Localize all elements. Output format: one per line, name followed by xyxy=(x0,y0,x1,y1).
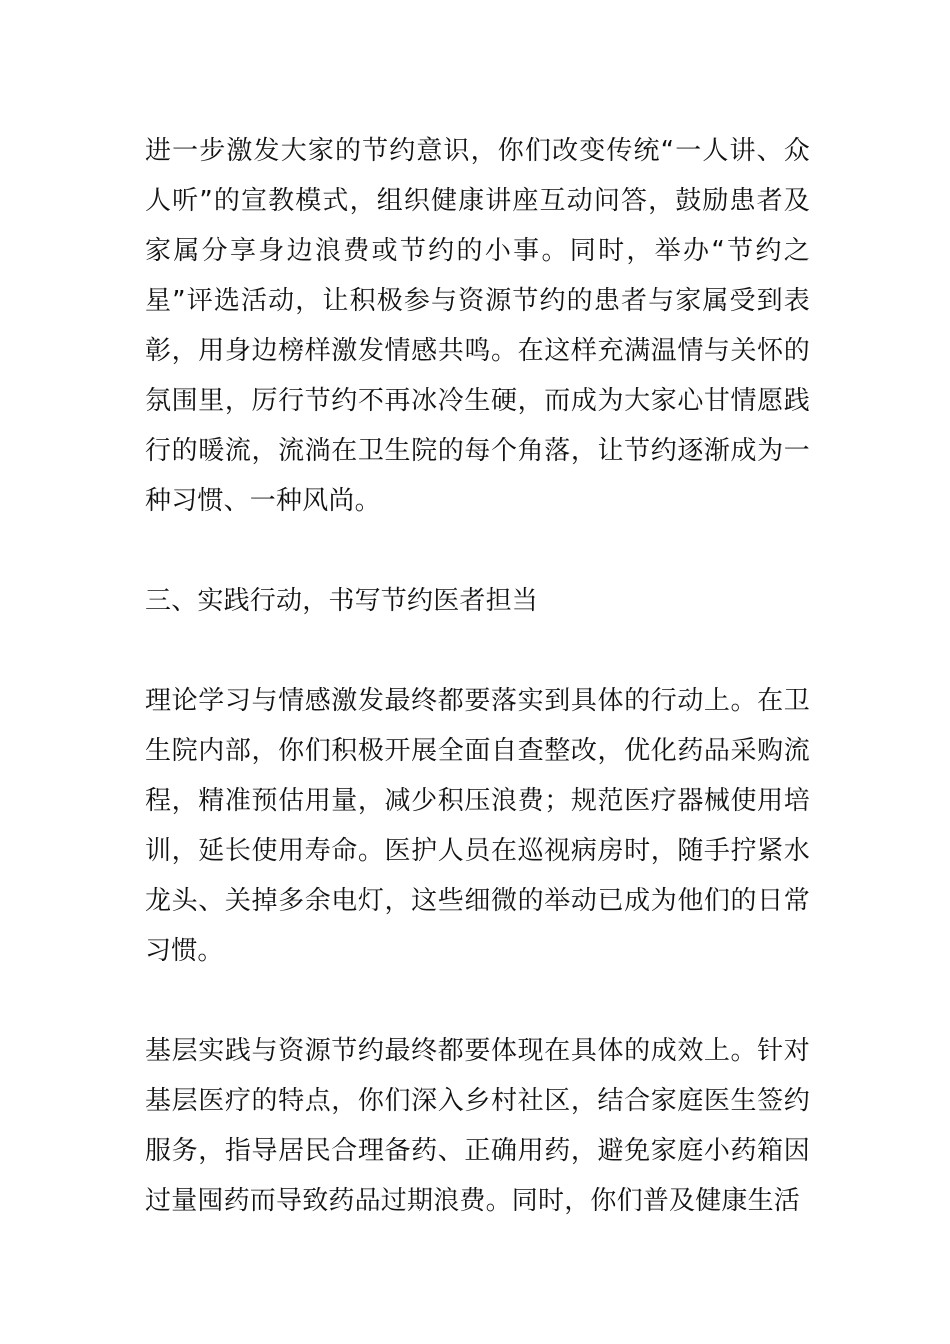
paragraph-grassroots-practice: 基层实践与资源节约最终都要体现在具体的成效上。针对基层医疗的特点，你们深入乡村社区，结合家庭医生签约服务，指导居民合理备药、正确用药，避免家庭小药箱因过量囤药而导致药品过期浪费。同时，你们普及健康生活 xyxy=(145,1036,810,1216)
paragraph-internal-actions: 理论学习与情感激发最终都要落实到具体的行动上。在卫生院内部，你们积极开展全面自查整改，优化药品采购流程，精准预估用量，减少积压浪费；规范医疗器械使用培训，延长使用寿命。医护人员在巡视病房时，随手拧紧水龙头、关掉多余电灯，这些细微的举动已成为他们的日常习惯。 xyxy=(145,686,810,966)
paragraph-spacer xyxy=(145,526,810,576)
section-heading-practice-action: 三、实践行动，书写节约医者担当 xyxy=(145,586,539,616)
document-body xyxy=(145,126,810,1226)
paragraph-spacer xyxy=(145,626,810,676)
paragraph-spacer xyxy=(145,976,810,1026)
paragraph-frugality-awareness: 进一步激发大家的节约意识，你们改变传统“一人讲、众人听”的宣教模式，组织健康讲座互动问答，鼓励患者及家属分享身边浪费或节约的小事。同时，举办“节约之星”评选活动，让积极参与资源节约的患者与家属受到表彰，用身边榜样激发情感共鸣。在这样充满温情与关怀的氛围里，厉行节约不再冰冷生硬，而成为大家心甘情愿践行的暖流，流淌在卫生院的每个角落，让节约逐渐成为一种习惯、一种风尚。 xyxy=(145,136,810,516)
